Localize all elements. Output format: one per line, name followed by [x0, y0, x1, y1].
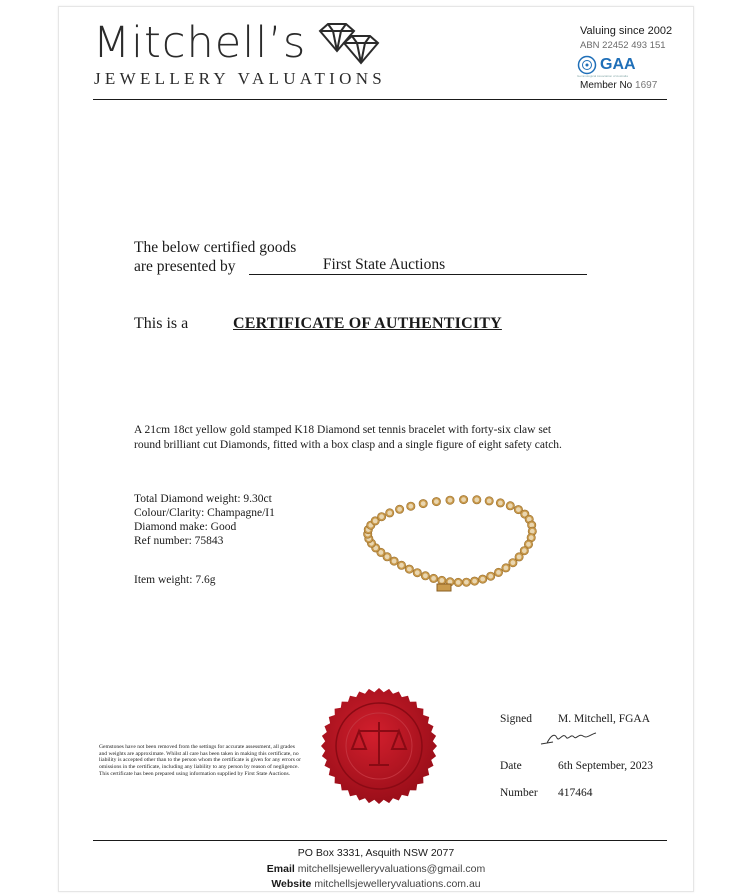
brand-name: Mitchell’s — [93, 18, 307, 68]
intro-line2: are presented by — [134, 258, 236, 275]
footer-address: PO Box 3331, Asquith NSW 2077 — [297, 847, 455, 859]
bracelet-link — [502, 564, 510, 572]
bracelet-link — [485, 497, 493, 505]
bracelet-link — [395, 505, 403, 513]
signed-label: Signed — [500, 713, 532, 725]
bracelet-link — [405, 565, 413, 573]
email-label: Email — [266, 863, 295, 875]
diamond-logo-icon — [316, 21, 384, 67]
colour-clarity: Colour/Clarity: Champagne/I1 — [134, 507, 275, 519]
date-value: 6th September, 2023 — [558, 760, 654, 772]
total-diamond-weight: Total Diamond weight: 9.30ct — [134, 493, 272, 505]
footer-divider — [93, 840, 667, 841]
abn-number: ABN 22452 493 151 — [580, 40, 666, 51]
item-details — [134, 492, 275, 548]
bracelet-link — [429, 574, 437, 582]
bracelet-link — [454, 578, 462, 586]
presenter-name: First State Auctions — [322, 256, 446, 273]
valuing-since: Valuing since 2002 — [580, 25, 673, 37]
bracelet-link — [509, 559, 517, 567]
diamond-make: Diamond make: Good — [134, 521, 237, 533]
website-label: Website — [271, 878, 312, 890]
brand-tagline: JEWELLERY VALUATIONS — [94, 69, 387, 88]
bracelet-link — [446, 496, 454, 504]
red-seal-icon — [319, 687, 439, 805]
ref-number: Ref number: 75843 — [134, 535, 224, 547]
bracelet-link — [506, 502, 514, 510]
bracelet-link — [419, 499, 427, 507]
certificate-prefix: This is a — [134, 315, 189, 332]
bracelet-link — [397, 561, 405, 569]
number-value: 417464 — [558, 787, 593, 799]
bracelet-link — [386, 509, 394, 517]
intro-line1: The below certified goods — [134, 239, 297, 256]
bracelet-link — [487, 572, 495, 580]
footer-email — [59, 863, 693, 875]
gaa-subtext: Gemmological Association of Australia — [577, 74, 628, 78]
bracelet-link — [438, 576, 446, 584]
disclaimer-text: Gemstones have not been removed from the settings for accurate assessment, all grades and weights are approximate. Whilst all care has been taken in making this certificate, no liability is accepted other than to the person whom the certificate is given for any errors or omissions in the certificate, including any liability to any person by reason of negligence. This certificate has been prepared using information supplied by First State Auctions. — [99, 744, 301, 777]
member-label: Member No — [580, 80, 633, 91]
signature-mark — [539, 729, 599, 747]
member-number — [580, 80, 657, 91]
bracelet-link — [413, 569, 421, 577]
bracelet-link — [479, 575, 487, 583]
item-description: A 21cm 18ct yellow gold stamped K18 Diamond set tennis bracelet with forty-six claw set round brilliant cut Diamonds, fitted with a box clasp and a single figure of eight safety catch. — [134, 424, 562, 451]
gaa-emblem-icon — [577, 55, 597, 75]
bracelet-link — [470, 577, 478, 585]
bracelet-link — [462, 578, 470, 586]
gaa-logo: GAA — [600, 56, 636, 73]
member-value: 1697 — [635, 80, 658, 91]
presenter-underline — [249, 274, 587, 275]
bracelet-link — [496, 499, 504, 507]
bracelet-link — [407, 502, 415, 510]
certificate-page — [58, 6, 694, 892]
website-link[interactable]: mitchellsjewelleryvaluations.com.au — [314, 878, 481, 890]
number-label: Number — [500, 787, 538, 799]
email-link[interactable]: mitchellsjewelleryvaluations@gmail.com — [297, 863, 486, 875]
certificate-title: CERTIFICATE OF AUTHENTICITY — [233, 315, 502, 332]
bracelet-link — [459, 495, 467, 503]
bracelet-link — [377, 513, 385, 521]
bracelet-clasp — [437, 584, 451, 591]
footer-website — [59, 878, 693, 890]
bracelet-image — [355, 483, 545, 603]
signed-value: M. Mitchell, FGAA — [558, 713, 650, 725]
bracelet-link — [494, 568, 502, 576]
bracelet-link — [421, 572, 429, 580]
date-label: Date — [500, 760, 522, 772]
item-weight: Item weight: 7.6g — [134, 574, 216, 586]
bracelet-link — [473, 496, 481, 504]
header-divider — [93, 99, 667, 100]
bracelet-link — [432, 497, 440, 505]
